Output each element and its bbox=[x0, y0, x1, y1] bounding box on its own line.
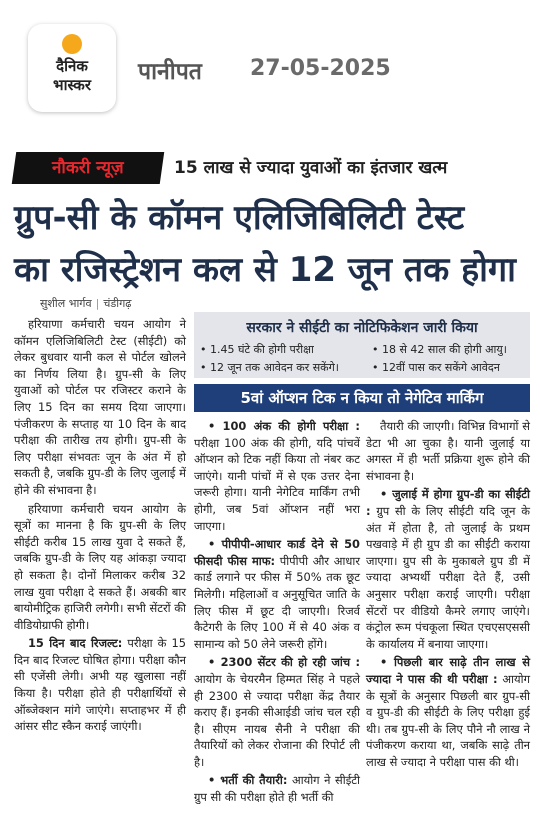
col1-paragraph-1: हरियाणा कर्मचारी चयन आयोग ने कॉमन एलिजिबिलिटी टेस्ट (सीईटी) को लेकर बुधवार यानी कल से पोर्टल खोलने का निर्णय लिया है। ग्रुप-सी के लिए युवाओं को पोर्टल पर रजिस्टर कराने के लिए 15 दिन का समय दिया जाएगा। पंजीकरण के सप्ताह या 10 दिन के बाद परीक्षा की तारीख तय होगी। ग्रुप-सी के लिए परीक्षा संभवतः जून के अंत में हो सकती है, जबकि ग्रुप-डी के लिए जुलाई में होने की संभावना है। bbox=[14, 317, 186, 497]
info-bullet: • 1.45 घंटे की होगी परीक्षा bbox=[200, 342, 314, 357]
info-bullet: • 18 से 42 साल की होगी आयु। bbox=[372, 342, 507, 357]
section-tag: नौकरी न्यूज़ bbox=[12, 152, 164, 184]
info-bullet: • 12 जून तक आवेदन कर सकेंगे। bbox=[200, 360, 339, 375]
subhead: • 100 अंक की होगी परीक्षा : bbox=[208, 419, 360, 433]
edition-date: 27-05-2025 bbox=[250, 56, 391, 81]
col2-paragraph-4: • भर्ती की तैयारी: आयोग ने सीईटी ग्रुप सी की परीक्षा होते ही भर्ती की bbox=[194, 773, 360, 805]
logo-line1: दैनिक bbox=[56, 57, 88, 75]
col3-paragraph-3: • पिछली बार साढ़े तीन लाख से ज्यादा ने पास की थी परीक्षा : आयोग के सूत्रों के अनुसार पिछली बार ग्रुप-सी व ग्रुप-डी की सीईटी के लिए परीक्षा हुई थी। तब ग्रुप-सी के लिए पौने नौ लाख ने पंजीकरण कराया था, जबकि साढ़े तीन लाख से ज्यादा ने परीक्षा पास की थी। bbox=[366, 655, 530, 769]
col2-paragraph-3: • 2300 सेंटर की हो रही जांच : आयोग के चेयरमैन हिम्मत सिंह ने पहले ही 2300 से ज्यादा परीक्षा केंद्र तैयार कराए हैं। इनकी सीआईडी जांच चल रही है। सीएम नायब सैनी ने परीक्षा की तैयारियों को लेकर रोजाना की रिपोर्ट ली है। bbox=[194, 655, 360, 769]
col3-paragraph-1: तैयारी की जाएगी। विभिन्न विभागों से डेटा भी आ चुका है। यानी जुलाई या अगस्त में ही भर्ती प्रक्रिया शुरू होने की संभावना है। bbox=[366, 419, 530, 483]
article-column-2 bbox=[194, 418, 360, 808]
header bbox=[0, 0, 540, 135]
article-column-1 bbox=[14, 316, 186, 737]
newspaper-logo bbox=[28, 24, 116, 112]
col2-paragraph-2: • पीपीपी-आधार कार्ड देने से 50 फीसदी फीस माफ: पीपीपी और आधार कार्ड लगाने पर फीस में 50% तक छूट मिलेगी। महिलाओं व अनुसूचित जाति के लिए फीस में छूट दी जाएगी। रिजर्व कैटेगरी के लिए 100 में से 40 अंक व सामान्य को 50 लेने जरूरी होंगे। bbox=[194, 537, 360, 651]
dateline-place: चंडीगढ़ bbox=[103, 297, 132, 310]
subhead: • भर्ती की तैयारी: bbox=[208, 773, 288, 788]
headline-line2: का रजिस्ट्रेशन कल से 12 जून तक होगा bbox=[14, 250, 516, 290]
section-tag-row bbox=[14, 152, 530, 186]
subhead: • जुलाई में होगा ग्रुप-डी का सीईटी : bbox=[366, 487, 530, 518]
byline-separator: | bbox=[95, 297, 100, 310]
subheadline-banner: 5वां ऑप्शन टिक न किया तो नेगेटिव मार्किंग bbox=[194, 384, 530, 412]
subhead: • पिछली बार साढ़े तीन लाख से ज्यादा ने पास की थी परीक्षा : bbox=[366, 655, 530, 686]
subhead: • पीपीपी-आधार कार्ड देने से 50 फीसदी फीस माफ: bbox=[194, 537, 360, 568]
info-box bbox=[194, 312, 530, 378]
col3-paragraph-2: • जुलाई में होगा ग्रुप-डी का सीईटी : ग्रुप सी के लिए सीईटी यदि जून के अंत में होता है, तो जुलाई के प्रथम पखवाड़े में ही ग्रुप डी का सीईटी कराया जाएगा। ग्रुप सी के मुकाबले ग्रुप डी में ज्यादा अभ्यर्थी परीक्षा देते हैं, उसी अनुसार परीक्षा कराई जाएगी। परीक्षा सेंटरों पर वीडियो कैमरे लगाए जाएंगे। कंट्रोल रूम पंचकूला स्थित एचएसएससी के कार्यालय में बनाया जाएगा। bbox=[366, 487, 530, 651]
col2-paragraph-1: • 100 अंक की होगी परीक्षा : परीक्षा 100 अंक की होगी, यदि पांचवें ऑप्शन को टिक नहीं किया तो नंबर कट जाएंगे। यानी पांचों में से एक उत्तर देना जरूरी होगा। यानी नेगेटिव मार्किंग तभी होगी, जब 5वां ऑप्शन नहीं भरा जाएगा। bbox=[194, 419, 360, 533]
edition-city: पानीपत bbox=[138, 59, 202, 85]
article-column-3 bbox=[366, 418, 530, 772]
logo-line2: भास्कर bbox=[53, 76, 91, 94]
byline bbox=[40, 296, 131, 311]
headline bbox=[14, 192, 530, 296]
author: सुशील भार्गव bbox=[40, 297, 92, 310]
info-box-title: सरकार ने सीईटी का नोटिफिकेशन जारी किया bbox=[246, 320, 478, 336]
headline-line1: ग्रुप-सी के कॉमन एलिजिबिलिटी टेस्ट bbox=[14, 198, 465, 238]
subhead: 15 दिन बाद रिजल्ट: bbox=[28, 636, 123, 651]
sun-icon bbox=[62, 34, 82, 54]
col1-paragraph-3: 15 दिन बाद रिजल्ट: परीक्षा के 15 दिन बाद रिजल्ट घोषित होगा। परीक्षा कौन सी एजेंसी लेगी। अभी यह खुलासा नहीं किया है। परीक्षा होते ही परीक्षार्थियों से ऑब्जेक्शन मांगे जाएंगे। सप्ताहभर में ही आंसर सीट स्कैन कराई जाएंगी। bbox=[14, 636, 186, 734]
col1-paragraph-2: हरियाणा कर्मचारी चयन आयोग के सूत्रों का मानना है कि ग्रुप-सी के लिए सीईटी करीब 15 लाख युवा दे सकते हैं, जबकि ग्रुप-डी के लिए यह आंकड़ा ज्यादा हो सकता है। दोनों मिलाकर करीब 32 लाख युवा परीक्षा दे सकते हैं। अबकी बार बायोमीट्रिक हाजिरी लगेगी। सभी सेंटरों की वीडियोग्राफी होगी। bbox=[14, 501, 186, 632]
subhead: • 2300 सेंटर की हो रही जांच : bbox=[208, 655, 360, 670]
kicker-line: 15 लाख से ज्यादा युवाओं का इंतजार खत्म bbox=[174, 158, 448, 178]
info-bullet: • 12वीं पास कर सकेंगे आवेदन bbox=[372, 360, 500, 375]
